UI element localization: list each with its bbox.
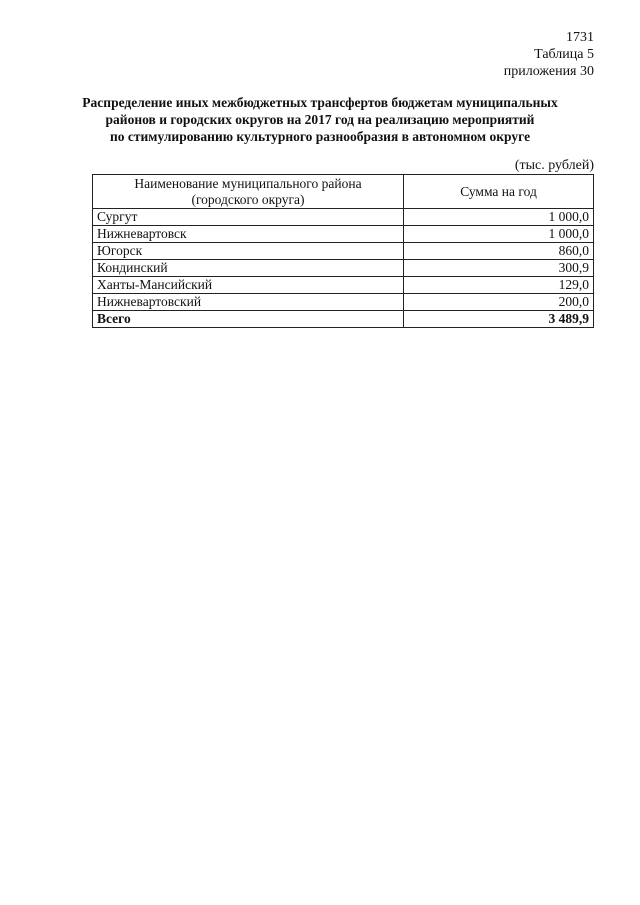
header-amount: Сумма на год [404, 175, 594, 209]
document-title [46, 94, 594, 145]
page-number: 1731 [566, 30, 594, 45]
total-row [93, 311, 594, 328]
row-name: Югорск [93, 243, 404, 260]
table-row [93, 209, 594, 226]
row-amount: 1 000,0 [404, 226, 594, 243]
row-name: Ханты-Мансийский [93, 277, 404, 294]
table-row [93, 260, 594, 277]
row-amount: 200,0 [404, 294, 594, 311]
row-amount: 300,9 [404, 260, 594, 277]
row-name: Нижневартовский [93, 294, 404, 311]
header-municipality-line1: Наименование муниципального района [134, 175, 362, 191]
distribution-table [92, 174, 594, 328]
table-row [93, 294, 594, 311]
total-label: Всего [93, 311, 404, 328]
row-name: Нижневартовск [93, 226, 404, 243]
table-row [93, 277, 594, 294]
table-ref-line2: приложения 30 [503, 64, 594, 79]
table-row [93, 243, 594, 260]
table-row [93, 226, 594, 243]
title-line1: Распределение иных межбюджетных трансфертов бюджетам муниципальных [82, 95, 558, 110]
title-line2: районов и городских округов на 2017 год на реализацию мероприятий [105, 112, 535, 127]
table-header-row [93, 175, 594, 209]
row-name: Сургут [93, 209, 404, 226]
units-label: (тыс. рублей) [514, 158, 594, 173]
header-municipality-line2: (городского округа) [191, 191, 305, 207]
row-amount: 860,0 [404, 243, 594, 260]
total-amount: 3 489,9 [404, 311, 594, 328]
header-municipality [93, 175, 404, 209]
table-reference [504, 46, 594, 80]
row-name: Кондинский [93, 260, 404, 277]
table-ref-line1: Таблица 5 [534, 47, 594, 62]
row-amount: 1 000,0 [404, 209, 594, 226]
title-line3: по стимулированию культурного разнообразия в автономном округе [109, 129, 531, 144]
row-amount: 129,0 [404, 277, 594, 294]
